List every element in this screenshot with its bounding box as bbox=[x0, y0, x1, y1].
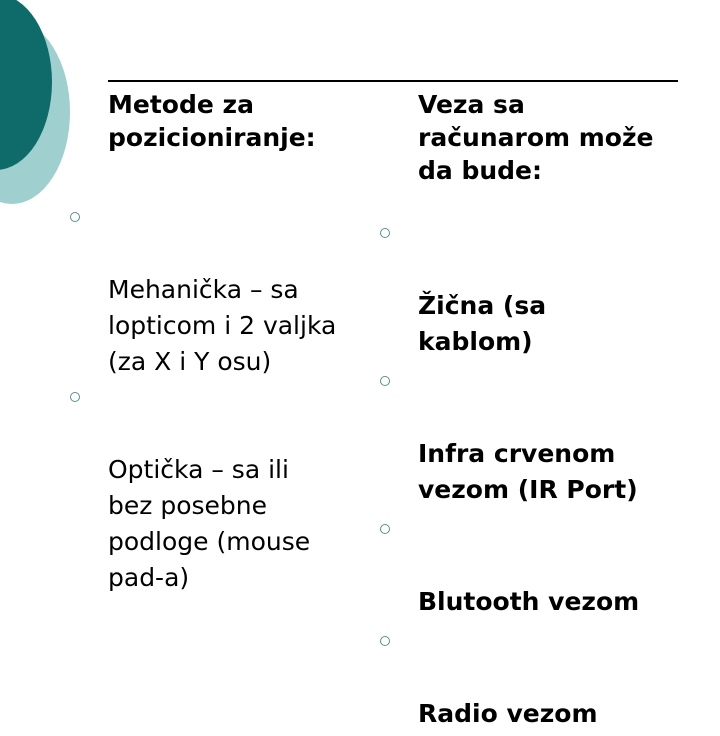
list-item bbox=[70, 380, 380, 596]
circle-bullet-icon bbox=[380, 228, 390, 238]
title-divider bbox=[108, 80, 678, 82]
circle-bullet-icon bbox=[70, 212, 80, 222]
list-item-text: Žična (sa kablom) bbox=[418, 291, 547, 356]
list-item bbox=[380, 216, 710, 360]
list-item-text: Radio vezom bbox=[418, 699, 598, 728]
circle-bullet-icon bbox=[70, 392, 80, 402]
connection-types-list bbox=[380, 216, 710, 736]
circle-bullet-icon bbox=[380, 376, 390, 386]
list-item bbox=[380, 512, 710, 620]
list-item bbox=[380, 364, 710, 508]
list-item-text: Blutooth vezom bbox=[418, 587, 640, 616]
list-item-text: Optička – sa ili bez posebne podloge (mouse pad-a) bbox=[108, 455, 311, 592]
list-item-text: Infra crvenom vezom (IR Port) bbox=[418, 439, 638, 504]
list-item bbox=[70, 200, 380, 380]
list-item bbox=[380, 624, 710, 732]
circle-bullet-icon bbox=[380, 524, 390, 534]
right-column-heading: Veza sa računarom može da bude: bbox=[418, 90, 654, 185]
list-item-text: Mehanička – sa lopticom i 2 valjka (za X i Y osu) bbox=[108, 275, 337, 376]
left-column-heading: Metode za pozicioniranje: bbox=[108, 90, 316, 152]
positioning-methods-list bbox=[70, 200, 380, 596]
circle-bullet-icon bbox=[380, 636, 390, 646]
